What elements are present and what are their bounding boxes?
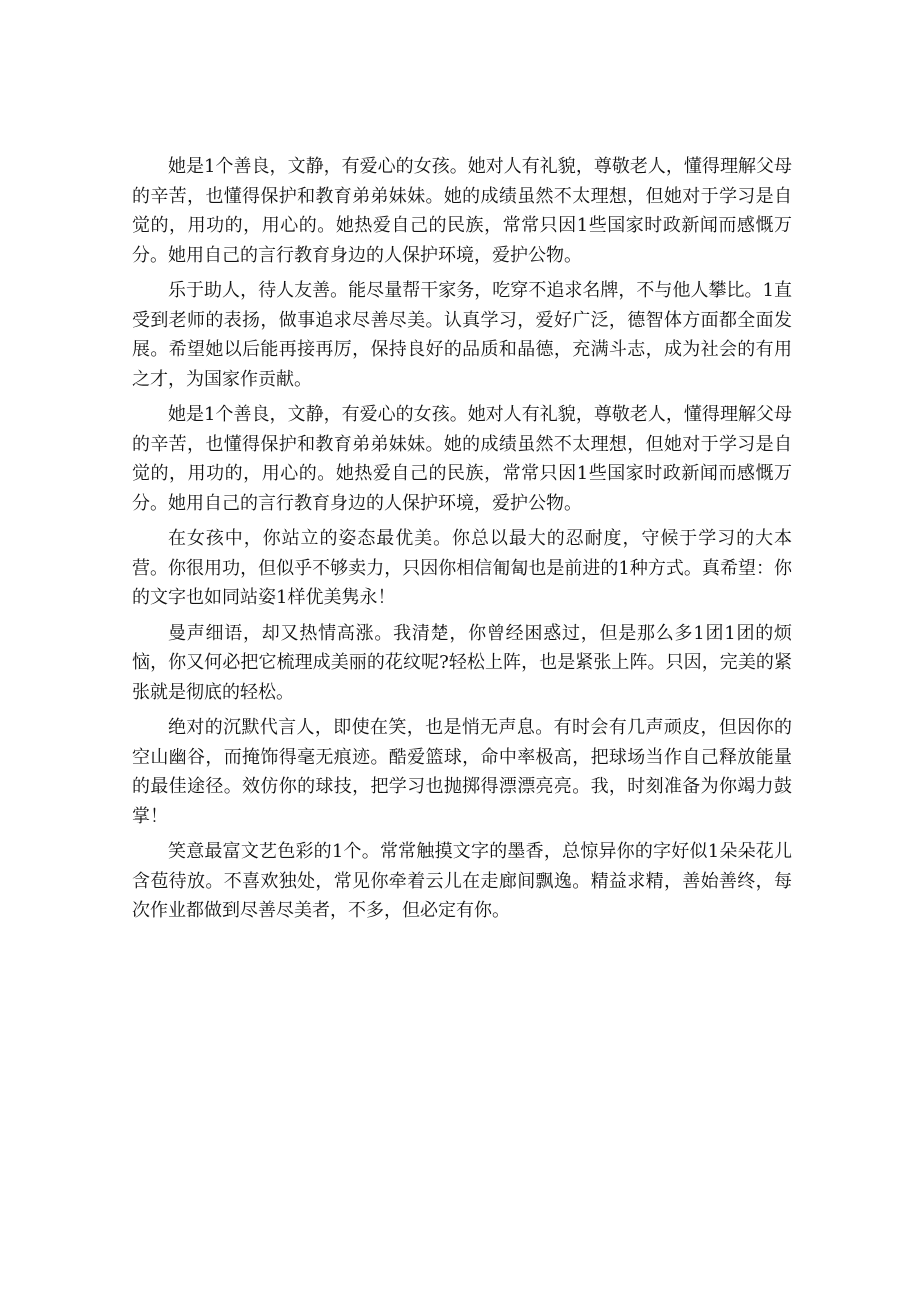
paragraph-1: 她是1个善良，文静，有爱心的女孩。她对人有礼貌，尊敬老人，懂得理解父母的辛苦，也懂得保护和教育弟弟妹妹。她的成绩虽然不太理想，但她对于学习是自觉的，用功的，用心的。她热爱自己的民族，常常只因1些国家时政新闻而感慨万分。她用自己的言行教育身边的人保护环境，爱护公物。 bbox=[132, 156, 792, 266]
paragraph-5: 曼声细语，却又热情高涨。我清楚，你曾经困惑过，但是那么多1团1团的烦恼，你又何必把它梳理成美丽的花纹呢?轻松上阵，也是紧张上阵。只因，完美的紧张就是彻底的轻松。 bbox=[132, 622, 792, 703]
paragraph-4: 在女孩中，你站立的姿态最优美。你总以最大的忍耐度，守候于学习的大本营。你很用功，但似乎不够卖力，只因你相信匍匐也是前进的1种方式。真希望：你的文字也如同站姿1样优美隽永！ bbox=[132, 528, 792, 608]
paragraph-2: 乐于助人，待人友善。能尽量帮干家务，吃穿不追求名牌，不与他人攀比。1直受到老师的表扬，做事追求尽善尽美。认真学习，爱好广泛，德智体方面都全面发展。希望她以后能再接再厉，保持良好的品质和晶德，充满斗志，成为社会的有用之才，为国家作贡献。 bbox=[132, 280, 792, 390]
paragraph-6: 绝对的沉默代言人，即使在笑，也是悄无声息。有时会有几声顽皮，但因你的空山幽谷，而掩饰得毫无痕迹。酷爱篮球，命中率极高，把球场当作自己释放能量的最佳途径。效仿你的球技，把学习也抛掷得漂漂亮亮。我，时刻准备为你竭力鼓掌！ bbox=[132, 717, 792, 827]
paragraph-3: 她是1个善良，文静，有爱心的女孩。她对人有礼貌，尊敬老人，懂得理解父母的辛苦，也懂得保护和教育弟弟妹妹。她的成绩虽然不太理想，但她对于学习是自觉的，用功的，用心的。她热爱自己的民族，常常只因1些国家时政新闻而感慨万分。她用自己的言行教育身边的人保护环境，爱护公物。 bbox=[132, 404, 792, 514]
document-body bbox=[132, 152, 792, 932]
paragraph-7: 笑意最富文艺色彩的1个。常常触摸文字的墨香，总惊异你的字好似1朵朵花儿含苞待放。不喜欢独处，常见你牵着云儿在走廊间飘逸。精益求精，善始善终，每次作业都做到尽善尽美者，不多，但必定有你。 bbox=[132, 841, 792, 921]
